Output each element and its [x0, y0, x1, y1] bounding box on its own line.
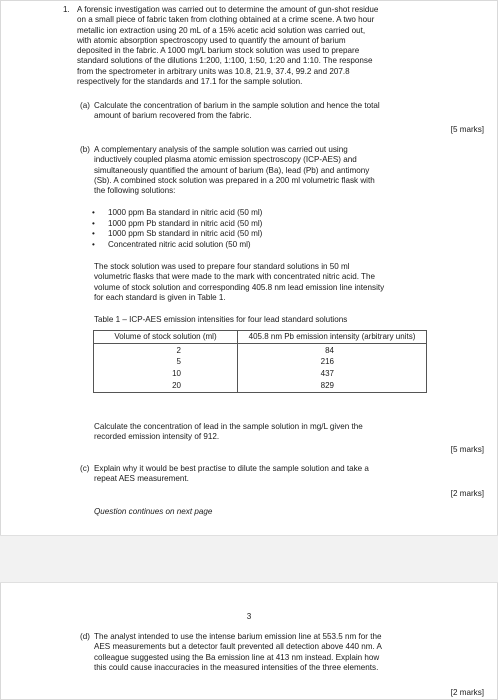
intro-line: from the spectrometer in arbitrary units was 10.8, 21.9, 37.4, 99.2 and 207.8 — [77, 66, 350, 76]
stock-line: volumetric flasks that were made to the mark with concentrated nitric acid. The — [94, 272, 376, 282]
part-d-marks: [2 marks] — [450, 688, 484, 697]
intro-line: deposited in the fabric. A 1000 mg/L barium stock solution was used to prepare — [77, 46, 360, 56]
question-number: 1. — [63, 5, 70, 14]
solution-list — [92, 208, 262, 250]
table-cell: 10 — [94, 368, 238, 380]
intro-line: respectively for the standards and 17.1 for the sample solution. — [77, 77, 303, 87]
list-item: • Concentrated nitric acid solution (50 ml) — [92, 240, 262, 251]
part-a-line: Calculate the concentration of barium in the sample solution and hence the total — [94, 101, 380, 110]
table-cell: 216 — [238, 356, 427, 368]
question-intro — [77, 5, 449, 87]
part-b-question-line: Calculate the concentration of lead in the sample solution in mg/L given the — [94, 422, 363, 431]
table-cell: 2 — [94, 344, 238, 357]
part-c-marks: [2 marks] — [450, 489, 484, 498]
part-b-intro-line: (Sb). A combined stock solution was prepared in a 200 ml volumetric flask with — [94, 175, 375, 185]
table-cell: 829 — [238, 381, 427, 393]
table-row — [94, 381, 427, 393]
part-a-marks: [5 marks] — [450, 125, 484, 134]
intro-line: A forensic investigation was carried out to determine the amount of gun-shot residue — [77, 5, 379, 14]
part-d-line: colleague suggested using the Ba emission line at 413 nm instead. Explain how — [94, 652, 380, 662]
part-b-intro-line: inductively coupled plasma atomic emission spectroscopy (ICP-AES) and — [94, 155, 357, 165]
table-cell: 84 — [238, 344, 427, 357]
stock-solution-text — [94, 262, 449, 303]
part-b-intro-line: the following solutions: — [94, 186, 176, 196]
list-item: • 1000 ppm Sb standard in nitric acid (50 ml) — [92, 229, 262, 240]
part-a-line: amount of barium recovered from the fabric. — [94, 111, 252, 121]
part-d-text — [94, 632, 449, 673]
table-cell: 5 — [94, 356, 238, 368]
intro-line: metallic ion extraction using 20 mL of a 15% acetic acid solution was carried out, — [77, 25, 366, 35]
part-d-line: The analyst intended to use the intense barium emission line at 553.5 nm for the — [94, 632, 382, 641]
part-d-label: (d) — [80, 632, 90, 641]
table-caption: Table 1 – ICP-AES emission intensities for four lead standard solutions — [94, 315, 348, 324]
part-a-label: (a) — [80, 101, 90, 110]
part-a-text — [94, 101, 449, 122]
table-header-volume: Volume of stock solution (ml) — [94, 331, 238, 344]
table-row — [94, 368, 427, 380]
table-header-intensity: 405.8 nm Pb emission intensity (arbitrary units) — [238, 331, 427, 344]
part-b-intro-line: A complementary analysis of the sample solution was carried out using — [94, 145, 348, 154]
part-b-question — [94, 422, 449, 443]
stock-line: for each standard is given in Table 1. — [94, 292, 226, 302]
page-divider — [0, 535, 498, 583]
emission-table — [93, 330, 427, 393]
stock-line: The stock solution was used to prepare four standard solutions in 50 ml — [94, 262, 350, 271]
continue-note: Question continues on next page — [94, 507, 213, 516]
part-b-label: (b) — [80, 145, 90, 154]
table-row — [94, 344, 427, 357]
part-d-line: this could cause inaccuracies in the measured intensities of the three elements. — [94, 662, 379, 672]
page-number: 3 — [246, 612, 252, 621]
table-row — [94, 356, 427, 368]
intro-line: with atomic absorption spectroscopy used to quantify the amount of barium — [77, 35, 346, 45]
part-c-label: (c) — [80, 464, 90, 473]
table-cell: 437 — [238, 368, 427, 380]
part-b-question-line: recorded emission intensity of 912. — [94, 432, 220, 442]
part-c-line: Explain why it would be best practise to dilute the sample solution and take a — [94, 464, 369, 473]
list-item: • 1000 ppm Ba standard in nitric acid (50 ml) — [92, 208, 262, 219]
part-b-intro — [94, 145, 449, 196]
part-b-marks: [5 marks] — [450, 445, 484, 454]
part-c-line: repeat AES measurement. — [94, 474, 189, 484]
intro-line: on a small piece of fabric taken from clothing obtained at a crime scene. A two hour — [77, 15, 375, 25]
part-c-text — [94, 464, 449, 485]
part-b-intro-line: simultaneously quantified the amount of barium (Ba), lead (Pb) and antimony — [94, 165, 370, 175]
intro-line: standard solutions of the dilutions 1:200, 1:100, 1:50, 1:20 and 1:10. The response — [77, 56, 373, 66]
table-cell: 20 — [94, 381, 238, 393]
part-d-line: AES measurements but a detector fault prevented all detection above 440 nm. A — [94, 642, 382, 652]
list-item: • 1000 ppm Pb standard in nitric acid (50 ml) — [92, 219, 262, 230]
stock-line: volume of stock solution and corresponding 405.8 nm lead emission line intensity — [94, 282, 385, 292]
